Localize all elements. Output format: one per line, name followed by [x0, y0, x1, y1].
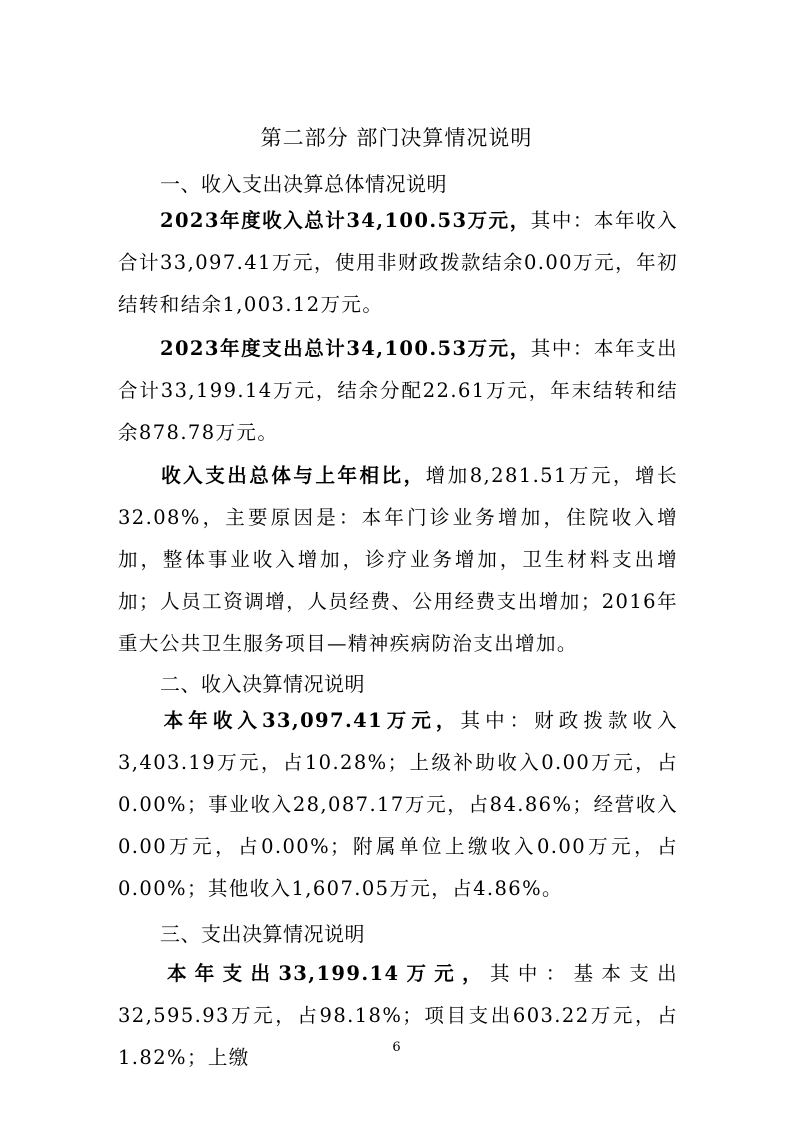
section3-heading: 三、支出决算情况说明: [160, 922, 365, 946]
section2-paragraph-1: [118, 700, 678, 910]
section3-paragraph-1: [118, 953, 678, 1079]
section1-heading: 一、收入支出决算总体情况说明: [160, 172, 447, 196]
section1-p2-text: 其中：本年支出合计33,199.14万元，结余分配22.61万元，年末结转和结余878.78万元。: [118, 337, 678, 444]
section3-p1-text: 其中：基本支出32,595.93万元，占98.18%；项目支出603.22万元，占1.82%；上缴: [118, 962, 678, 1069]
section1-paragraph-1: [118, 200, 678, 326]
section3-p1-bold: 本年支出33,199.14万元，: [160, 962, 490, 985]
section2-heading: 二、收入决算情况说明: [160, 672, 365, 696]
section1-paragraph-3: [118, 455, 678, 665]
page-number: 6: [392, 1040, 401, 1055]
page-title: 第二部分 部门决算情况说明: [260, 126, 533, 150]
section1-paragraph-2: [118, 328, 678, 454]
section1-p3-text: 增加8,281.51万元，增长32.08%，主要原因是：本年门诊业务增加，住院收入增加，整体事业收入增加，诊疗业务增加，卫生材料支出增加；人员工资调增，人员经费、公用经费支出增加；2016年重大公共卫生服务项目—精神疾病防治支出增加。: [118, 464, 678, 655]
section1-p1-bold: 2023年度收入总计34,100.53万元，: [160, 209, 531, 232]
section1-p2-bold: 2023年度支出总计34,100.53万元，: [160, 337, 531, 360]
section1-p3-bold: 收入支出总体与上年相比，: [160, 464, 426, 487]
section2-p1-bold: 本年收入33,097.41万元，: [160, 709, 461, 732]
section2-p1-text: 其中：财政拨款收入3,403.19万元，占10.28%；上级补助收入0.00万元，占0.00%；事业收入28,087.17万元，占84.86%；经营收入0.00万元，占0.00%；附属单位上缴收入0.00万元，占0.00%；其他收入1,607.05万元，占4.86%。: [118, 709, 678, 900]
section1-p1-text: 其中：本年收入合计33,097.41万元，使用非财政拨款结余0.00万元，年初结转和结余1,003.12万元。: [118, 209, 678, 316]
